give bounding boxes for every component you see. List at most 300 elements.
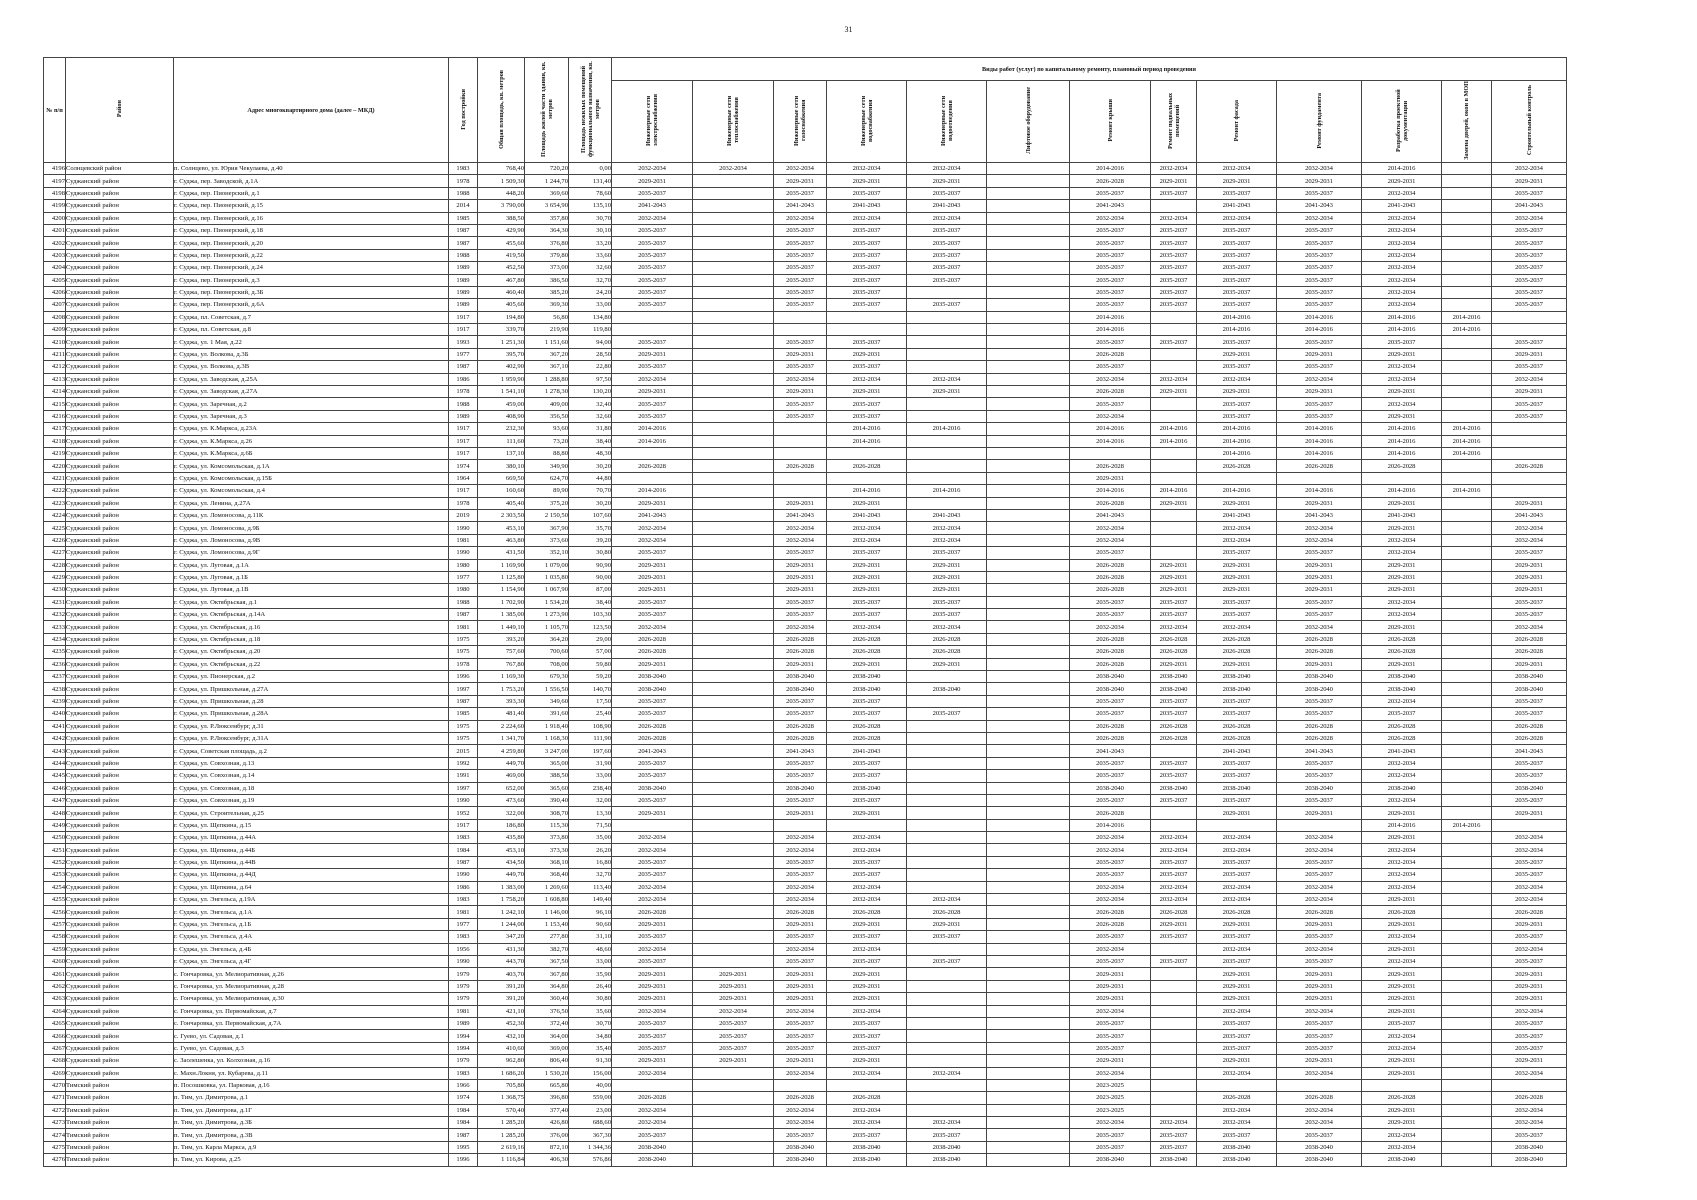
work-period: 2014-2016 (1151, 485, 1197, 497)
total-area: 2 619,16 (478, 1141, 525, 1153)
work-period: 2041-2043 (907, 200, 987, 212)
work-period: 2026-2028 (1151, 646, 1197, 658)
total-area: 453,10 (478, 844, 525, 856)
total-area: 768,40 (478, 163, 525, 175)
district: Суджанский район (66, 621, 174, 633)
table-row (44, 732, 1567, 744)
row-number: 4271 (44, 1092, 66, 1104)
work-period: 2035-2037 (827, 931, 907, 943)
work-period (987, 1055, 1070, 1067)
row-number: 4265 (44, 1017, 66, 1029)
work-period: 2035-2037 (774, 262, 827, 274)
work-period (1442, 262, 1492, 274)
work-period (1151, 200, 1197, 212)
work-period: 2032-2034 (1362, 844, 1442, 856)
work-period (1442, 534, 1492, 546)
work-period (1442, 1055, 1492, 1067)
work-period: 2032-2034 (827, 534, 907, 546)
work-period: 2014-2016 (907, 485, 987, 497)
work-period: 2032-2034 (693, 1005, 774, 1017)
work-period: 2032-2034 (1362, 757, 1442, 769)
work-period (907, 311, 987, 323)
district: Суджанский район (66, 633, 174, 645)
address: г. Суджа, ул. Ломоносова, д.9Г (174, 547, 449, 559)
work-period: 2041-2043 (1362, 200, 1442, 212)
work-period (693, 410, 774, 422)
district: Суджанский район (66, 894, 174, 906)
work-period: 2035-2037 (1277, 609, 1362, 621)
build-year: 1978 (449, 497, 478, 509)
row-number: 4240 (44, 708, 66, 720)
address: г. Суджа, ул. Пришкольная, д.28А (174, 708, 449, 720)
total-area: 194,80 (478, 311, 525, 323)
work-period: 2035-2037 (774, 299, 827, 311)
work-period (907, 336, 987, 348)
build-year: 1995 (449, 1141, 478, 1153)
living-area: 360,40 (525, 993, 569, 1005)
work-period: 2029-2031 (1362, 386, 1442, 398)
work-period: 2035-2037 (774, 274, 827, 286)
work-period (1151, 980, 1197, 992)
total-area: 1 449,10 (478, 621, 525, 633)
build-year: 1979 (449, 1055, 478, 1067)
row-number: 4251 (44, 844, 66, 856)
build-year: 1984 (449, 1117, 478, 1129)
district: Суджанский район (66, 336, 174, 348)
work-period: 2035-2037 (1492, 609, 1567, 621)
work-period: 2014-2016 (1362, 447, 1442, 459)
address: г. Суджа, ул. Пришкольная, д.28 (174, 695, 449, 707)
total-area: 419,50 (478, 249, 525, 261)
work-period (987, 348, 1070, 360)
living-area: 115,30 (525, 819, 569, 831)
work-period: 2035-2037 (1492, 224, 1567, 236)
work-period (907, 671, 987, 683)
build-year: 1989 (449, 274, 478, 286)
work-period (987, 906, 1070, 918)
address: г. Суджа, ул. Октябрьская, д.22 (174, 658, 449, 670)
work-period (693, 782, 774, 794)
work-period: 2026-2028 (1492, 720, 1567, 732)
district: Суджанский район (66, 695, 174, 707)
work-period: 2035-2037 (774, 609, 827, 621)
work-period: 2035-2037 (1151, 224, 1197, 236)
work-period (693, 745, 774, 757)
work-period: 2014-2016 (1151, 423, 1197, 435)
work-period: 2026-2028 (1197, 732, 1277, 744)
work-period: 2035-2037 (1151, 1129, 1197, 1141)
work-period (987, 1005, 1070, 1017)
work-period (987, 200, 1070, 212)
work-period (693, 621, 774, 633)
address: г. Суджа, ул. Заводская, д.27А (174, 386, 449, 398)
work-period: 2035-2037 (1492, 596, 1567, 608)
living-area: 624,70 (525, 472, 569, 484)
work-period: 2029-2031 (1277, 559, 1362, 571)
work-period (1442, 1117, 1492, 1129)
work-period: 2032-2034 (1362, 187, 1442, 199)
work-period: 2035-2037 (774, 869, 827, 881)
work-period: 2035-2037 (1197, 237, 1277, 249)
work-period: 2029-2031 (1197, 993, 1277, 1005)
work-period (1442, 720, 1492, 732)
district: Тимский район (66, 1154, 174, 1166)
row-number: 4206 (44, 286, 66, 298)
work-period (1151, 968, 1197, 980)
table-row (44, 918, 1567, 930)
table-row (44, 646, 1567, 658)
nonliving-area: 140,70 (569, 683, 612, 695)
work-period: 2029-2031 (1277, 993, 1362, 1005)
living-area: 364,20 (525, 633, 569, 645)
work-period (987, 485, 1070, 497)
table-row (44, 584, 1567, 596)
work-period (693, 200, 774, 212)
living-area: 367,10 (525, 361, 569, 373)
work-period: 2041-2043 (774, 200, 827, 212)
work-period (1151, 819, 1197, 831)
district: Суджанский район (66, 943, 174, 955)
row-number: 4275 (44, 1141, 66, 1153)
work-period: 2014-2016 (1277, 423, 1362, 435)
row-number: 4197 (44, 175, 66, 187)
work-period (693, 646, 774, 658)
work-period: 2029-2031 (1362, 522, 1442, 534)
work-period: 2035-2037 (612, 410, 693, 422)
address: г. Суджа, ул. Комсомольская, д.15Б (174, 472, 449, 484)
work-period: 2026-2028 (1151, 720, 1197, 732)
work-period (1492, 819, 1567, 831)
header-work-type: Лифтовое оборудование (987, 81, 1070, 163)
total-area: 452,30 (478, 1017, 525, 1029)
work-period: 2032-2034 (827, 212, 907, 224)
work-period (1070, 447, 1151, 459)
row-number: 4268 (44, 1055, 66, 1067)
work-period (693, 472, 774, 484)
work-period (1277, 472, 1362, 484)
work-period (1442, 348, 1492, 360)
work-period: 2035-2037 (1151, 1141, 1197, 1153)
work-period: 2032-2034 (1151, 844, 1197, 856)
work-period (907, 348, 987, 360)
row-number: 4231 (44, 596, 66, 608)
work-period: 2026-2028 (612, 460, 693, 472)
nonliving-area: 44,80 (569, 472, 612, 484)
work-period: 2035-2037 (1151, 299, 1197, 311)
work-period (1151, 348, 1197, 360)
work-period (987, 361, 1070, 373)
work-period: 2035-2037 (827, 1042, 907, 1054)
work-period: 2014-2016 (1362, 311, 1442, 323)
work-period (907, 324, 987, 336)
nonliving-area: 59,80 (569, 658, 612, 670)
work-period: 2026-2028 (1277, 1092, 1362, 1104)
work-period: 2038-2040 (1197, 1154, 1277, 1166)
work-period: 2032-2034 (612, 844, 693, 856)
row-number: 4219 (44, 447, 66, 459)
work-period: 2029-2031 (1277, 658, 1362, 670)
build-year: 1964 (449, 472, 478, 484)
total-area: 1 285,20 (478, 1117, 525, 1129)
work-period (987, 1030, 1070, 1042)
table-row (44, 633, 1567, 645)
work-period (1151, 472, 1197, 484)
living-area: 1 035,80 (525, 571, 569, 583)
work-period: 2026-2028 (907, 646, 987, 658)
work-period: 2032-2034 (774, 534, 827, 546)
work-period: 2038-2040 (1492, 1141, 1567, 1153)
table-row (44, 720, 1567, 732)
work-period (907, 472, 987, 484)
work-period: 2032-2034 (1151, 832, 1197, 844)
work-period (1442, 807, 1492, 819)
work-period: 2032-2034 (1070, 943, 1151, 955)
work-period (827, 472, 907, 484)
work-period (1151, 943, 1197, 955)
work-period: 2035-2037 (1492, 931, 1567, 943)
work-period: 2038-2040 (1492, 671, 1567, 683)
work-period: 2041-2043 (612, 745, 693, 757)
work-period: 2038-2040 (1277, 1141, 1362, 1153)
work-period: 2032-2034 (774, 212, 827, 224)
work-period (1442, 596, 1492, 608)
work-period (693, 869, 774, 881)
district: Суджанский район (66, 993, 174, 1005)
work-period (1197, 819, 1277, 831)
work-period: 2014-2016 (1277, 447, 1362, 459)
total-area: 388,50 (478, 212, 525, 224)
work-period: 2032-2034 (1362, 609, 1442, 621)
total-area: 1 509,30 (478, 175, 525, 187)
work-period (1277, 1079, 1362, 1091)
address: г. Суджа, ул. Совхозная, д.13 (174, 757, 449, 769)
work-period (1151, 993, 1197, 1005)
table-row (44, 1104, 1567, 1116)
work-period (907, 286, 987, 298)
district: Солнцевский район (66, 163, 174, 175)
build-year: 1997 (449, 782, 478, 794)
work-period: 2035-2037 (774, 1042, 827, 1054)
work-period: 2032-2034 (827, 943, 907, 955)
work-period (1362, 1079, 1442, 1091)
work-period: 2038-2040 (1362, 671, 1442, 683)
work-period: 2038-2040 (774, 683, 827, 695)
table-row (44, 286, 1567, 298)
work-period: 2029-2031 (774, 584, 827, 596)
header-work-type: Инженерные сети газоснабжения (774, 81, 827, 163)
work-period (987, 881, 1070, 893)
table-row (44, 571, 1567, 583)
district: Суджанский район (66, 794, 174, 806)
total-area: 1 541,10 (478, 386, 525, 398)
nonliving-area: 559,00 (569, 1092, 612, 1104)
table-row (44, 460, 1567, 472)
work-period: 2035-2037 (1197, 708, 1277, 720)
work-period: 2035-2037 (612, 398, 693, 410)
work-period: 2032-2034 (827, 163, 907, 175)
nonliving-area: 26,40 (569, 980, 612, 992)
work-period: 2035-2037 (1197, 547, 1277, 559)
living-area: 368,40 (525, 869, 569, 881)
nonliving-area: 31,90 (569, 757, 612, 769)
work-period: 2026-2028 (1362, 646, 1442, 658)
work-period (907, 1092, 987, 1104)
build-year: 1981 (449, 906, 478, 918)
row-number: 4272 (44, 1104, 66, 1116)
total-area: 393,30 (478, 695, 525, 707)
work-period: 2032-2034 (1492, 1117, 1567, 1129)
row-number: 4262 (44, 980, 66, 992)
work-period: 2029-2031 (1277, 175, 1362, 187)
total-area: 449,70 (478, 757, 525, 769)
work-period (907, 869, 987, 881)
work-period (907, 1030, 987, 1042)
total-area: 137,10 (478, 447, 525, 459)
row-number: 4255 (44, 894, 66, 906)
work-period: 2032-2034 (774, 373, 827, 385)
address: г. Суджа, ул. Энгельса, д.4А (174, 931, 449, 943)
work-period: 2035-2037 (1277, 596, 1362, 608)
work-period (987, 398, 1070, 410)
header-no: № п/п (44, 58, 66, 163)
build-year: 1983 (449, 832, 478, 844)
work-period: 2026-2028 (1151, 633, 1197, 645)
living-area: 1 105,70 (525, 621, 569, 633)
work-period: 2035-2037 (1362, 708, 1442, 720)
work-period: 2038-2040 (1070, 671, 1151, 683)
work-period: 2035-2037 (907, 956, 987, 968)
work-period: 2035-2037 (1492, 398, 1567, 410)
table-row (44, 262, 1567, 274)
work-period (907, 844, 987, 856)
work-period: 2032-2034 (612, 1005, 693, 1017)
work-period: 2035-2037 (1070, 794, 1151, 806)
work-period: 2038-2040 (612, 671, 693, 683)
work-period: 2035-2037 (612, 249, 693, 261)
work-period: 2035-2037 (827, 286, 907, 298)
work-period (987, 1067, 1070, 1079)
work-period (693, 720, 774, 732)
address: г. Суджа, ул. Энгельса, д.4Б (174, 943, 449, 955)
table-row (44, 695, 1567, 707)
address: г. Суджа, ул. Энгельса, д.1А (174, 906, 449, 918)
work-period (1151, 1055, 1197, 1067)
work-period (1151, 522, 1197, 534)
work-period (693, 1079, 774, 1091)
work-period: 2035-2037 (1197, 596, 1277, 608)
work-period (907, 968, 987, 980)
work-period: 2026-2028 (1197, 720, 1277, 732)
district: Суджанский район (66, 237, 174, 249)
row-number: 4243 (44, 745, 66, 757)
work-period: 2026-2028 (1070, 906, 1151, 918)
work-period: 2026-2028 (612, 906, 693, 918)
work-period: 2029-2031 (1151, 571, 1197, 583)
work-period: 2035-2037 (612, 869, 693, 881)
work-period (907, 720, 987, 732)
work-period (1442, 559, 1492, 571)
district: Суджанский район (66, 584, 174, 596)
living-area: 2 150,50 (525, 509, 569, 521)
work-period: 2035-2037 (1277, 336, 1362, 348)
total-area: 459,00 (478, 398, 525, 410)
work-period (1442, 398, 1492, 410)
work-period: 2035-2037 (827, 249, 907, 261)
work-period: 2032-2034 (1362, 1042, 1442, 1054)
work-period: 2032-2034 (1151, 212, 1197, 224)
work-period: 2032-2034 (1197, 881, 1277, 893)
work-period: 2035-2037 (612, 770, 693, 782)
page-number: 31 (844, 25, 853, 34)
work-period (693, 633, 774, 645)
work-period: 2032-2034 (774, 844, 827, 856)
work-period: 2035-2037 (612, 1017, 693, 1029)
work-period: 2014-2016 (1197, 435, 1277, 447)
work-period (1442, 286, 1492, 298)
work-period: 2035-2037 (612, 931, 693, 943)
work-period: 2029-2031 (1151, 658, 1197, 670)
work-period: 2035-2037 (774, 596, 827, 608)
work-period: 2029-2031 (774, 175, 827, 187)
build-year: 1917 (449, 485, 478, 497)
work-period: 2035-2037 (1277, 1017, 1362, 1029)
work-period: 2014-2016 (612, 435, 693, 447)
work-period: 2035-2037 (1277, 299, 1362, 311)
work-period: 2032-2034 (1070, 534, 1151, 546)
work-period: 2029-2031 (827, 348, 907, 360)
work-period: 2035-2037 (774, 547, 827, 559)
work-period: 2029-2031 (1492, 980, 1567, 992)
work-period: 2032-2034 (1362, 286, 1442, 298)
work-period: 2032-2034 (1197, 1117, 1277, 1129)
district: Суджанский район (66, 807, 174, 819)
table-row (44, 324, 1567, 336)
address: г. Суджа, ул. Строительная, д.25 (174, 807, 449, 819)
nonliving-area: 91,30 (569, 1055, 612, 1067)
work-period: 2032-2034 (1362, 695, 1442, 707)
work-period (693, 460, 774, 472)
living-area: 1 244,70 (525, 175, 569, 187)
work-period (1151, 534, 1197, 546)
table-row (44, 299, 1567, 311)
work-period (693, 881, 774, 893)
district: Суджанский район (66, 968, 174, 980)
work-period (1151, 1104, 1197, 1116)
work-period: 2014-2016 (1362, 435, 1442, 447)
total-area: 1 758,20 (478, 894, 525, 906)
work-period: 2038-2040 (827, 1154, 907, 1166)
work-period: 2032-2034 (612, 163, 693, 175)
work-period (1151, 1030, 1197, 1042)
nonliving-area: 32,70 (569, 869, 612, 881)
work-period: 2029-2031 (1492, 348, 1567, 360)
work-period: 2026-2028 (1277, 460, 1362, 472)
work-period: 2029-2031 (1362, 1005, 1442, 1017)
work-period: 2032-2034 (1277, 212, 1362, 224)
work-period (907, 757, 987, 769)
work-period (1442, 770, 1492, 782)
total-area: 431,30 (478, 943, 525, 955)
table-row (44, 844, 1567, 856)
work-period: 2038-2040 (1277, 671, 1362, 683)
work-period: 2026-2028 (1362, 720, 1442, 732)
total-area: 322,00 (478, 807, 525, 819)
address: с. Гончаровка, ул. Первомайская, д.7 (174, 1005, 449, 1017)
total-area: 232,30 (478, 423, 525, 435)
work-period (1442, 832, 1492, 844)
living-area: 1 918,40 (525, 720, 569, 732)
living-area: 364,30 (525, 224, 569, 236)
